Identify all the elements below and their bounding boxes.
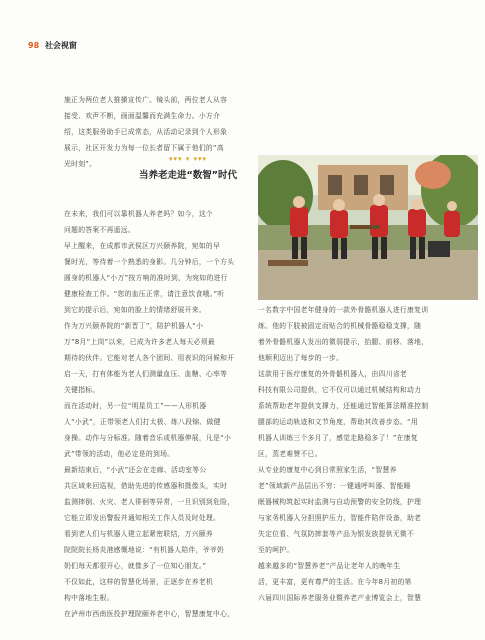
photo-illustration <box>258 155 478 300</box>
right-line: 这款用于医疗康复的外骨骼机器人，由四川省老 <box>258 370 408 378</box>
right-line: 系统帮助老年提供支撑力，还能通过智能算法精准控制 <box>258 402 429 410</box>
column-name: 社会视窗 <box>44 41 77 50</box>
left-line: 健康检查工作。“您的血压正常，请注意饮食哦。”听 <box>64 290 225 298</box>
right-line: 越来越多的“智慧养老”产品让老年人的晚年生 <box>258 562 401 570</box>
left-line: 在未来，我们可以靠机器人养老吗？如今，这个 <box>64 210 214 218</box>
left-line: 它能立即发出警报并通知相关工作人员及时处理。 <box>64 514 221 522</box>
right-line: 至的呵护。 <box>258 546 294 554</box>
left-line: 而在活动时，另一位“明星员工”——人形机器 <box>64 402 207 410</box>
right-line: 老”领域新产品层出不穷：一键通呼叫器、智能睡 <box>258 482 411 490</box>
left-line: 监测摔倒、火灾、老人徘徊等异常，一旦识别到危险， <box>64 498 235 506</box>
right-line: 一名数字中国老年健身的一款外骨骼机器人进行康复训 <box>258 306 429 314</box>
left-line: 期待的伙伴。它能对老人各个团间、用表识的问候和开 <box>64 354 235 362</box>
photo-elders-performing <box>258 155 478 300</box>
right-line: 他顺利迈出了每步的一步。 <box>258 354 344 362</box>
right-line: 眠器械构筑起实时监测与自动预警的安全防线，护理 <box>258 498 422 506</box>
left-line: 院院院长杨炎港感慨地说：“有机器人陪伴，爷爷奶 <box>64 546 224 554</box>
left-line: 共区域来回巡视，借助先进的传感器和摄像头，实时 <box>64 482 228 490</box>
right-line: 六届四川国际养老服务业暨养老产业博览会上，智慧 <box>258 594 422 602</box>
left-line: 接受、欢声不断，画面温馨而充满生命力。小方介 <box>64 112 221 120</box>
left-line: 最新结束后，“小武”还会在走廊、活动室等公 <box>64 466 207 474</box>
section-ornament: ▾▾▾ ▾ ▾▾▾ <box>168 155 208 163</box>
left-line: 展示，社区开发力为每一位长者留下属于他们的“高 <box>64 144 224 152</box>
left-line: 餐时光，等待着一个熟悉的身影。几分钟后，一个方头 <box>64 258 235 266</box>
left-line: 作为万兴颐养院的“新晋丁”，陪护机器人“小 <box>64 322 204 330</box>
right-line: 与家务机器人分担照护压力，智能件陪伴设备，助老 <box>258 514 422 522</box>
left-line: 构中落地生根。 <box>64 594 114 602</box>
right-line: 机器人训练三个多月了，感觉走路稳多了！”在康复 <box>258 434 418 442</box>
left-line: 武”带领的活动，他必定是的到场。 <box>64 450 175 458</box>
section-heading <box>100 155 276 181</box>
left-line: 身操。动作与分标准。随着音乐或机器伸展，凡是“小 <box>64 434 232 442</box>
right-line: 从专业的康复中心到日常照家生活，“智慧养 <box>258 466 397 474</box>
left-line: 万”8月“上岗”以来，已成为许多老人每天必须最 <box>64 338 215 346</box>
left-line: 施正为两位老人推搡宣传广。镜头前，两位老人从容 <box>64 96 228 104</box>
left-line: 人“小武”，正带领老人们打太极、练八段锦、做健 <box>64 418 221 426</box>
right-line: 科技有限公司提供，它不仅可以通过机械结构和动力 <box>258 386 422 394</box>
page-number: 98 <box>28 41 40 50</box>
left-line: 绍，这类服务助手已成常态，从活动记录到个人形象 <box>64 128 228 136</box>
left-line: 奶们每天都很开心，就像多了一位知心朋友。” <box>64 562 207 570</box>
right-line: 活，更丰富，更有尊严的生活。在今年8月初的第 <box>258 578 412 586</box>
left-line: 到它的提示后，宛如的脸上的情绪舒展开来。 <box>64 306 206 314</box>
section-title: 当养老走进“数智”时代 <box>139 170 237 181</box>
left-line: 早上醒来，在成都市武侯区万兴颐养院，宛如的早 <box>64 242 221 250</box>
left-line: 关键指标。 <box>64 386 100 394</box>
right-line: 着外骨骼机器人发出的微弱提示，抬腿、前移、落地， <box>258 338 429 346</box>
right-line: 腿部的运动轨迹和文节角度，帮助其改善步态。“用 <box>258 418 418 426</box>
left-line: 问题的答案不再遥远。 <box>64 226 135 234</box>
left-line: 启一天，打有体能为老人们测量血压、血糖、心率等 <box>64 370 228 378</box>
left-line: 圆身的机器人“小万”按方响的准时到，为宛如的进行 <box>64 274 228 282</box>
left-line: 光时刻”。 <box>64 160 97 168</box>
right-line: 失定位看、气氛防摔套等产品为银发族提供无微不 <box>258 530 415 538</box>
left-line: 在泸州市西南医投护理院颐养老中心，智慧康复中心， <box>64 610 235 618</box>
right-line: 练。他的下肢被固定而贴合的机械骨骼稳稳支撑，随 <box>258 322 422 330</box>
left-line: 看到老人们与机器人建立起紧密联结，万兴颐养 <box>64 530 214 538</box>
left-line: 不仅如此，这样的智慧化场景，正逐步在养老机 <box>64 578 214 586</box>
running-header <box>28 40 77 51</box>
right-line: 区，蒸老难赞不已。 <box>258 450 322 458</box>
